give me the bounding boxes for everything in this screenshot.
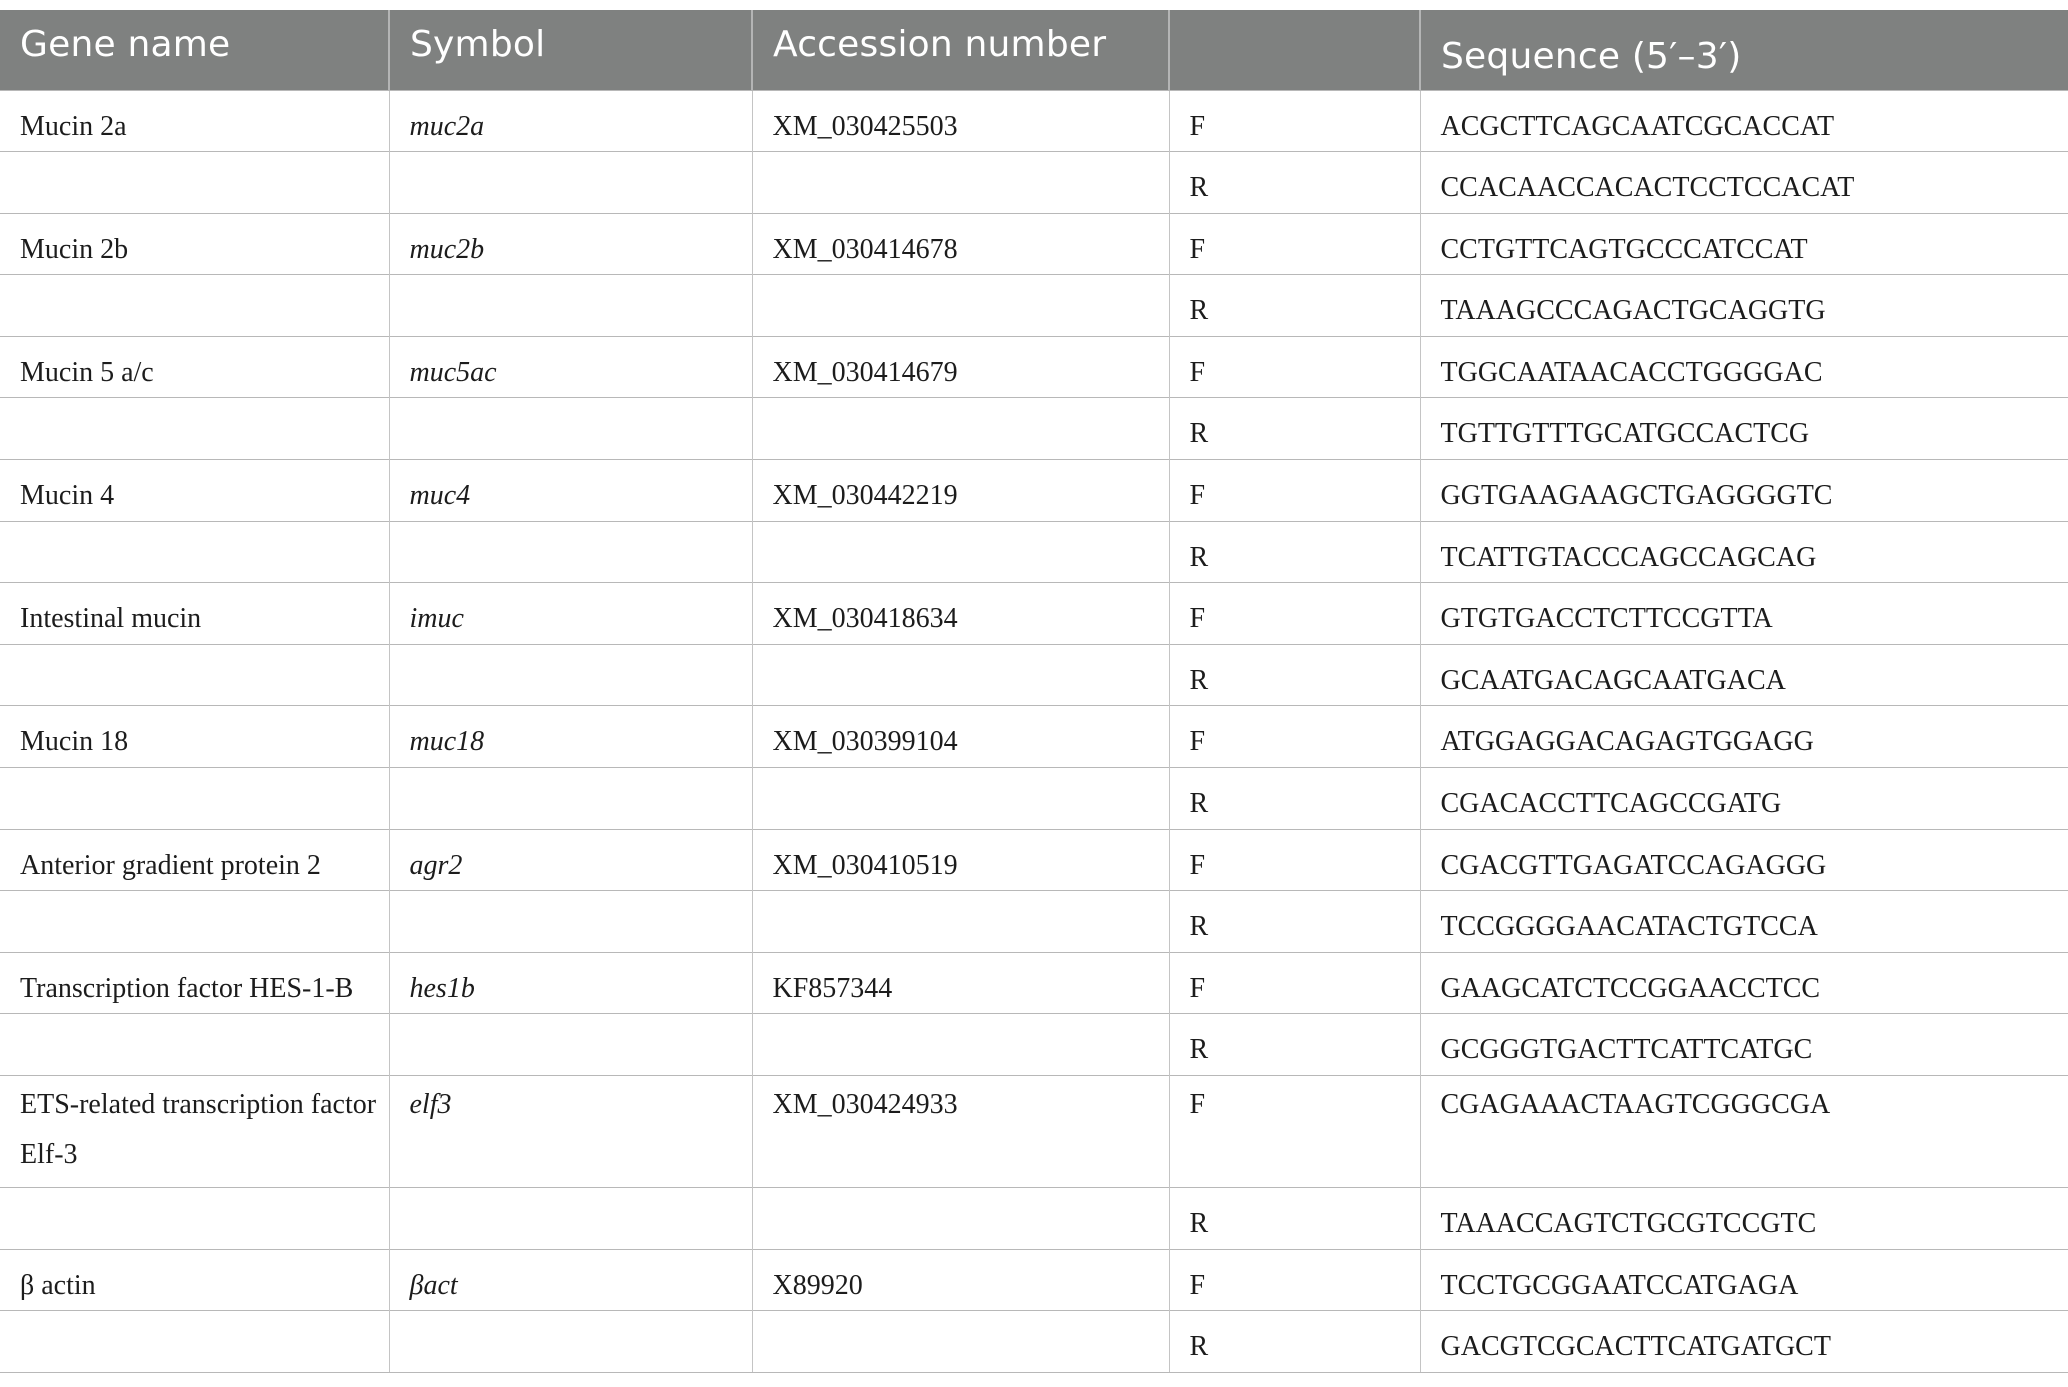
cell-sequence: CCACAACCACACTCCTCCACAT [1420, 152, 2068, 214]
cell-accession: KF857344 [752, 952, 1169, 1014]
header-accession-number: Accession number [752, 10, 1169, 90]
cell-symbol: elf3 [389, 1076, 752, 1188]
cell-accession: XM_030410519 [752, 829, 1169, 891]
cell-accession [752, 152, 1169, 214]
cell-accession [752, 768, 1169, 830]
cell-strand: R [1169, 891, 1420, 953]
cell-symbol [389, 1014, 752, 1076]
table-row [0, 152, 2068, 214]
cell-accession: XM_030418634 [752, 583, 1169, 645]
table-row [0, 398, 2068, 460]
cell-accession [752, 1311, 1169, 1373]
cell-gene-name [0, 1188, 389, 1250]
cell-sequence: CCTGTTCAGTGCCCATCCAT [1420, 213, 2068, 275]
cell-sequence: GAAGCATCTCCGGAACCTCC [1420, 952, 2068, 1014]
primer-table [0, 10, 2068, 1373]
cell-sequence: GCAATGACAGCAATGACA [1420, 644, 2068, 706]
cell-sequence: TGTTGTTTGCATGCCACTCG [1420, 398, 2068, 460]
cell-symbol [389, 1188, 752, 1250]
table-row [0, 829, 2068, 891]
cell-sequence: TCATTGTACCCAGCCAGCAG [1420, 521, 2068, 583]
table-header [0, 10, 2068, 90]
table-row [0, 521, 2068, 583]
table-row [0, 1311, 2068, 1373]
cell-strand: F [1169, 829, 1420, 891]
cell-gene-name: Mucin 4 [0, 460, 389, 522]
cell-gene-name: Transcription factor HES-1-B [0, 952, 389, 1014]
cell-gene-name: Anterior gradient protein 2 [0, 829, 389, 891]
cell-strand: F [1169, 1076, 1420, 1188]
table-row [0, 1076, 2068, 1188]
cell-symbol: muc2b [389, 213, 752, 275]
cell-symbol [389, 152, 752, 214]
table-row [0, 336, 2068, 398]
table-row [0, 891, 2068, 953]
cell-strand: F [1169, 952, 1420, 1014]
cell-strand: F [1169, 1249, 1420, 1311]
table-row [0, 952, 2068, 1014]
cell-accession: XM_030399104 [752, 706, 1169, 768]
cell-strand: R [1169, 1311, 1420, 1373]
table-row [0, 1188, 2068, 1250]
cell-gene-name [0, 152, 389, 214]
table-row [0, 90, 2068, 152]
cell-symbol: muc5ac [389, 336, 752, 398]
cell-accession [752, 891, 1169, 953]
cell-symbol: muc4 [389, 460, 752, 522]
cell-symbol: agr2 [389, 829, 752, 891]
header-strand [1169, 10, 1420, 90]
cell-symbol: hes1b [389, 952, 752, 1014]
cell-strand: R [1169, 521, 1420, 583]
cell-accession [752, 275, 1169, 337]
cell-sequence: GTGTGACCTCTTCCGTTA [1420, 583, 2068, 645]
cell-accession [752, 1014, 1169, 1076]
cell-strand: F [1169, 706, 1420, 768]
cell-gene-name [0, 644, 389, 706]
cell-accession: XM_030414678 [752, 213, 1169, 275]
cell-strand: F [1169, 336, 1420, 398]
cell-strand: R [1169, 152, 1420, 214]
cell-sequence: GCGGGTGACTTCATTCATGC [1420, 1014, 2068, 1076]
cell-accession [752, 1188, 1169, 1250]
cell-accession: XM_030424933 [752, 1076, 1169, 1188]
table-row [0, 583, 2068, 645]
header-sequence: Sequence (5′–3′) [1420, 10, 2068, 90]
cell-symbol: βact [389, 1249, 752, 1311]
cell-gene-name: Mucin 18 [0, 706, 389, 768]
header-symbol: Symbol [389, 10, 752, 90]
cell-symbol [389, 398, 752, 460]
cell-sequence: GACGTCGCACTTCATGATGCT [1420, 1311, 2068, 1373]
cell-accession: X89920 [752, 1249, 1169, 1311]
cell-gene-name: ETS-related transcription factor Elf-3 [0, 1076, 389, 1188]
cell-sequence: GGTGAAGAAGCTGAGGGGTC [1420, 460, 2068, 522]
table-row [0, 644, 2068, 706]
header-row [0, 10, 2068, 90]
cell-gene-name [0, 1311, 389, 1373]
cell-strand: R [1169, 1014, 1420, 1076]
cell-accession: XM_030442219 [752, 460, 1169, 522]
cell-symbol [389, 644, 752, 706]
cell-sequence: CGACGTTGAGATCCAGAGGG [1420, 829, 2068, 891]
table-row [0, 706, 2068, 768]
cell-gene-name [0, 398, 389, 460]
cell-accession [752, 398, 1169, 460]
table-row [0, 1014, 2068, 1076]
cell-symbol [389, 891, 752, 953]
cell-strand: R [1169, 1188, 1420, 1250]
cell-strand: R [1169, 398, 1420, 460]
cell-accession [752, 644, 1169, 706]
cell-sequence: TAAAGCCCAGACTGCAGGTG [1420, 275, 2068, 337]
cell-gene-name [0, 1014, 389, 1076]
cell-sequence: ATGGAGGACAGAGTGGAGG [1420, 706, 2068, 768]
header-gene-name: Gene name [0, 10, 389, 90]
cell-sequence: TCCGGGGAACATACTGTCCA [1420, 891, 2068, 953]
cell-strand: F [1169, 583, 1420, 645]
table-body [0, 90, 2068, 1372]
cell-gene-name: Mucin 2a [0, 90, 389, 152]
cell-sequence: CGAGAAACTAAGTCGGGCGA [1420, 1076, 2068, 1188]
cell-sequence: TGGCAATAACACCTGGGGAC [1420, 336, 2068, 398]
cell-symbol [389, 1311, 752, 1373]
cell-gene-name [0, 768, 389, 830]
table-row [0, 213, 2068, 275]
cell-sequence: TAAACCAGTCTGCGTCCGTC [1420, 1188, 2068, 1250]
cell-strand: R [1169, 275, 1420, 337]
cell-symbol: muc2a [389, 90, 752, 152]
cell-gene-name: β actin [0, 1249, 389, 1311]
cell-symbol: muc18 [389, 706, 752, 768]
cell-gene-name: Mucin 2b [0, 213, 389, 275]
cell-gene-name [0, 891, 389, 953]
cell-accession: XM_030425503 [752, 90, 1169, 152]
cell-symbol [389, 275, 752, 337]
cell-sequence: CGACACCTTCAGCCGATG [1420, 768, 2068, 830]
cell-strand: F [1169, 213, 1420, 275]
cell-gene-name: Intestinal mucin [0, 583, 389, 645]
cell-gene-name: Mucin 5 a/c [0, 336, 389, 398]
cell-symbol [389, 521, 752, 583]
cell-symbol [389, 768, 752, 830]
cell-sequence: TCCTGCGGAATCCATGAGA [1420, 1249, 2068, 1311]
cell-accession: XM_030414679 [752, 336, 1169, 398]
cell-strand: F [1169, 90, 1420, 152]
table-row [0, 460, 2068, 522]
cell-strand: R [1169, 644, 1420, 706]
cell-strand: R [1169, 768, 1420, 830]
cell-accession [752, 521, 1169, 583]
table-row [0, 1249, 2068, 1311]
cell-gene-name [0, 275, 389, 337]
cell-gene-name [0, 521, 389, 583]
cell-symbol: imuc [389, 583, 752, 645]
cell-sequence: ACGCTTCAGCAATCGCACCAT [1420, 90, 2068, 152]
primer-table-container [0, 10, 2068, 1373]
table-row [0, 768, 2068, 830]
table-row [0, 275, 2068, 337]
cell-strand: F [1169, 460, 1420, 522]
